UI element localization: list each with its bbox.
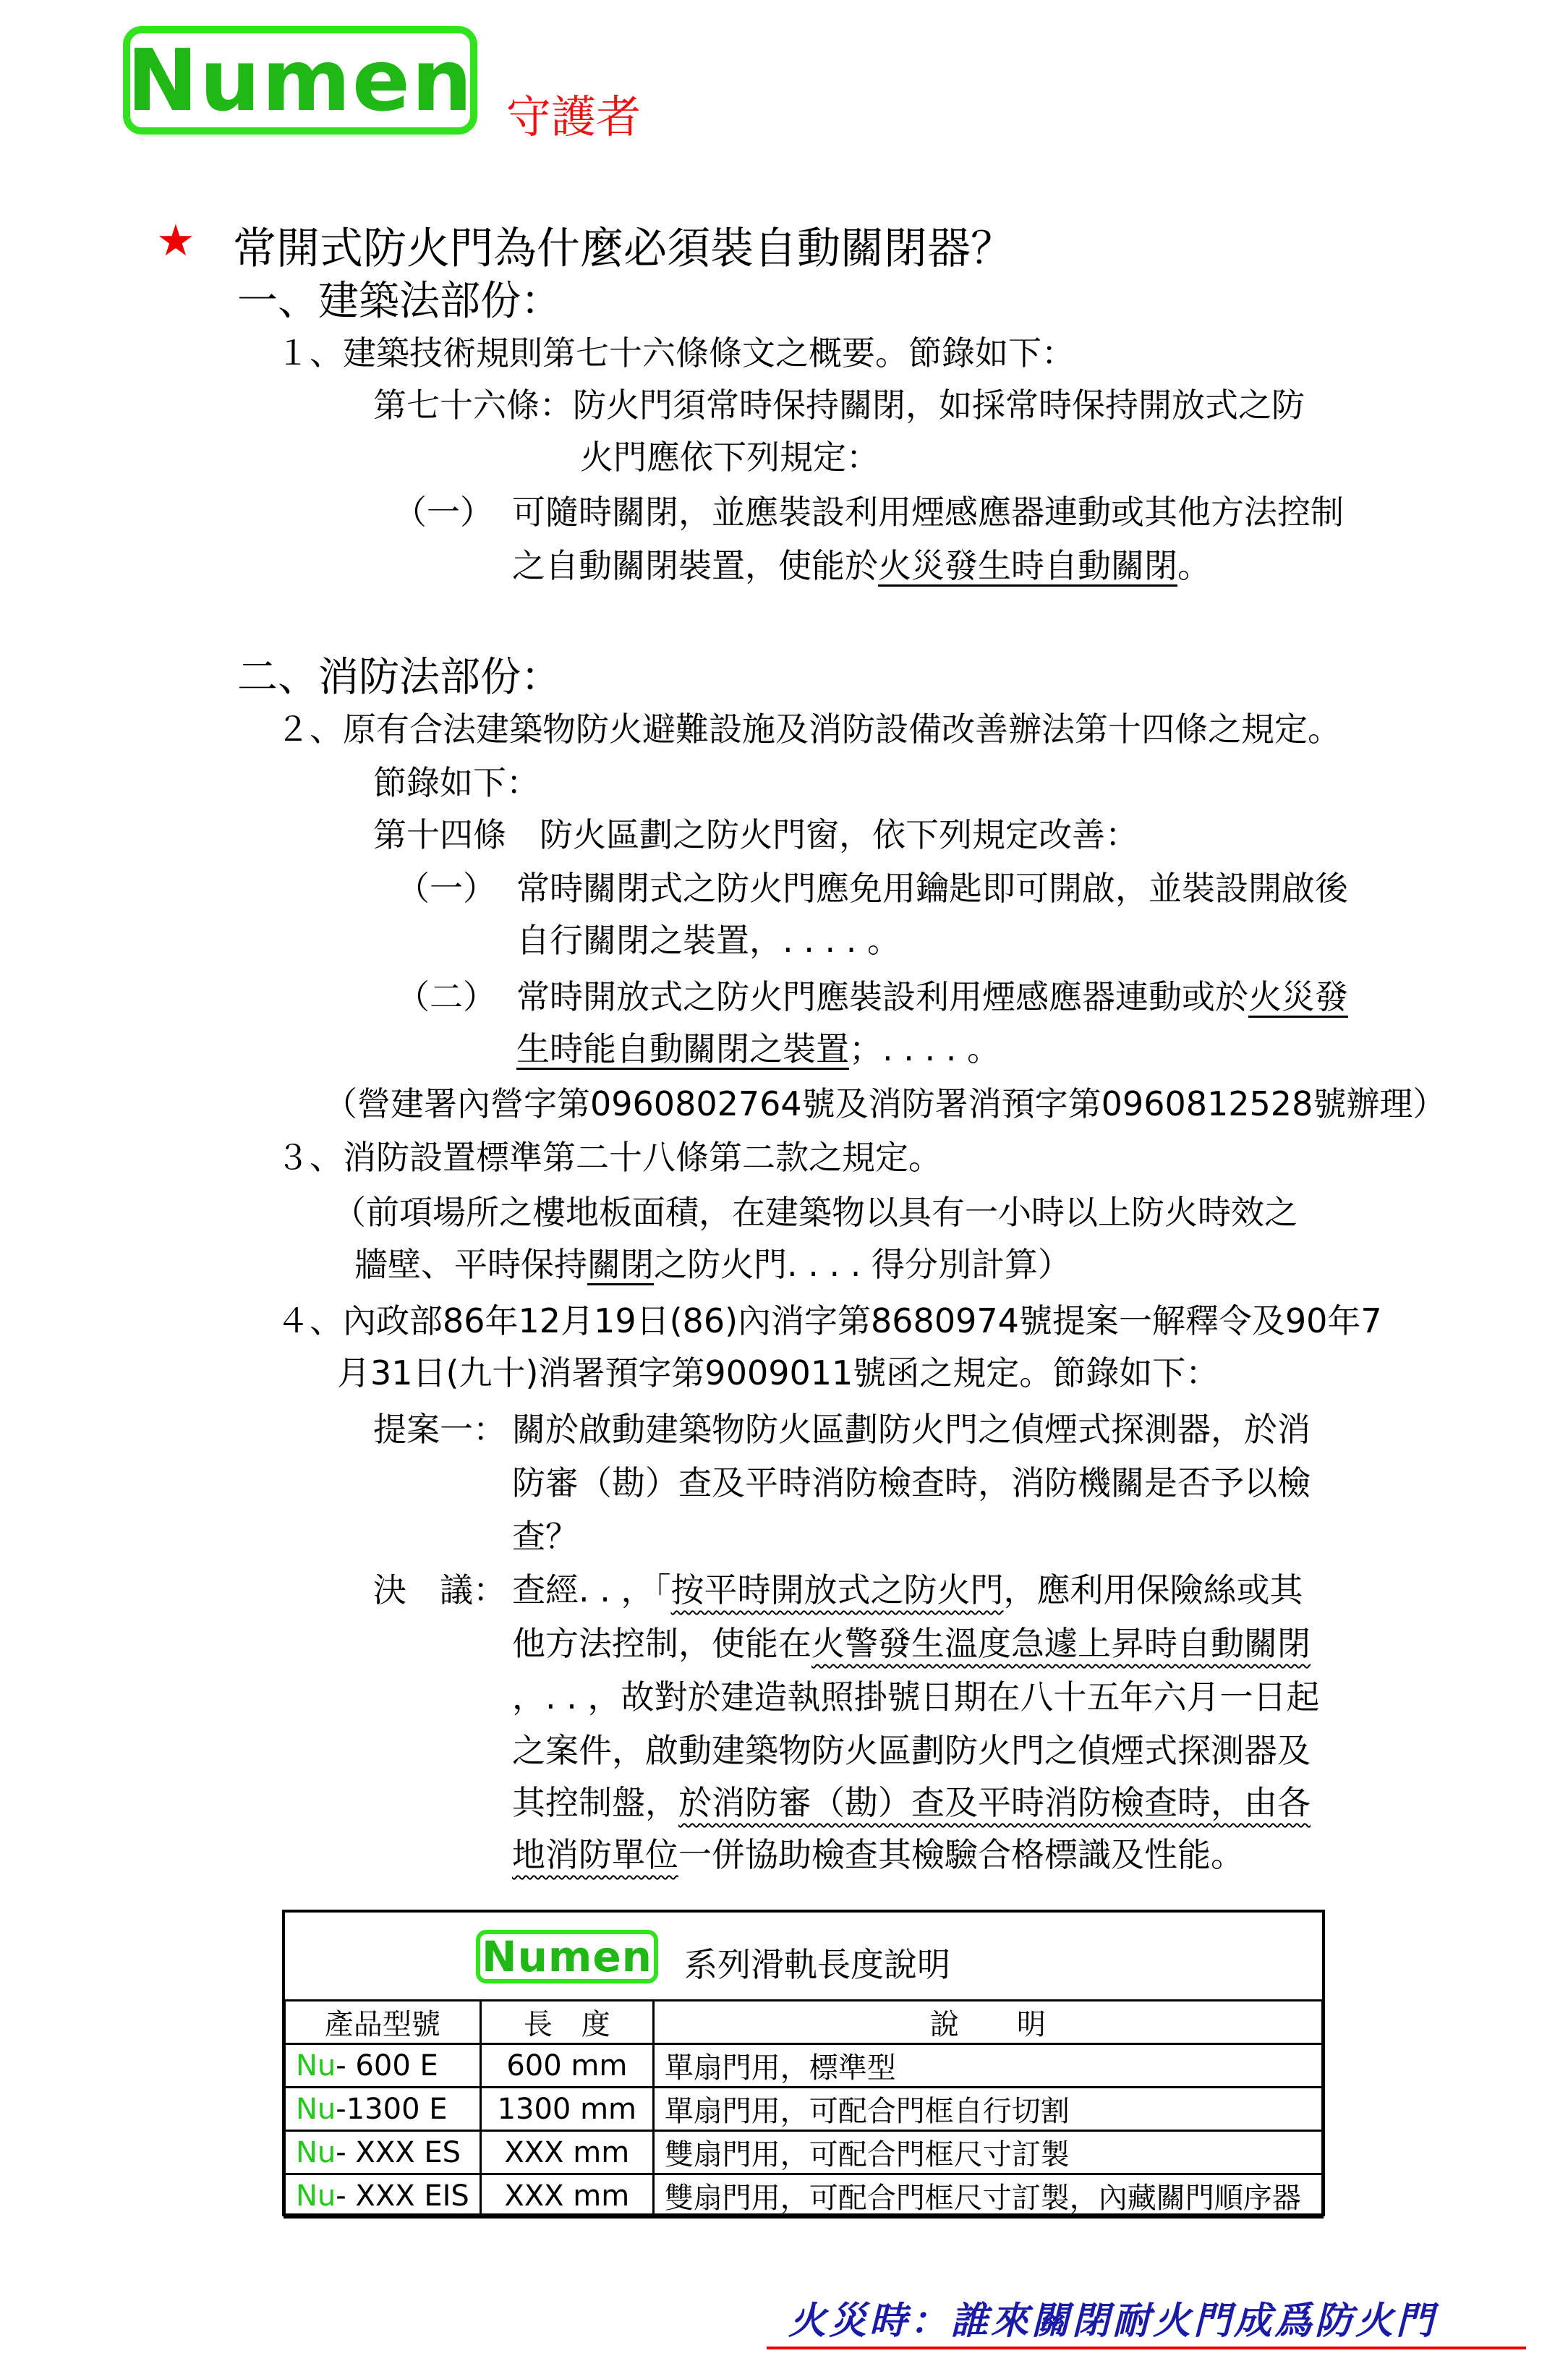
model-cell (285, 2044, 481, 2088)
resolution-label: 決 議： (373, 1570, 506, 1609)
c2-line1 (516, 971, 1348, 1023)
model-cell (285, 2174, 481, 2218)
article14: 第十四條 防火區劃之防火門窗，依下列規定改善： (373, 815, 1138, 854)
resolution-line1-post: ，應利用保險絲或其 (1003, 1570, 1303, 1609)
length-cell: 600 mm (480, 2044, 653, 2088)
length-cell: 1300 mm (480, 2088, 653, 2131)
clause1-line2-post: 。 (1177, 546, 1211, 585)
resolution-line5 (512, 1777, 1311, 1829)
description-cell: 單扇門用，可配合門框自行切割 (653, 2088, 1322, 2131)
proposal-line2: 防審（勘）查及平時消防檢查時，消防機關是否予以檢 (512, 1463, 1311, 1502)
footer-slogan: 火災時：誰來關閉耐火門成爲防火門 (788, 2300, 1437, 2343)
model-prefix: Nu (296, 2179, 336, 2213)
length-cell: XXX mm (480, 2131, 653, 2174)
resolution-line1-pre: 查經. . ，「 (512, 1570, 671, 1609)
item4-line2: 月31日(九十)消署預字第9009011號函之規定。節錄如下： (337, 1353, 1219, 1392)
c2-line1-pre: 常時開放式之防火門應裝設利用煙感應器連動或於 (516, 977, 1248, 1016)
section2-heading: 二、消防法部份： (237, 654, 561, 701)
resolution-line2-pre: 他方法控制，使能在 (512, 1624, 811, 1663)
star-icon: ★ (156, 216, 195, 266)
table-row (285, 2044, 1323, 2088)
clause1-mark: （一） (393, 493, 493, 532)
c2-line2-post: ；. . . . 。 (849, 1029, 1000, 1068)
c1-line1: 常時關閉式之防火門應免用鑰匙即可開啟，並裝設開啟後 (516, 869, 1348, 908)
spec-table (284, 1999, 1324, 2219)
resolution-line1 (512, 1564, 1303, 1616)
c1-line2: 自行關閉之裝置，. . . . 。 (516, 921, 900, 960)
model-suffix: - XXX ES (336, 2135, 461, 2169)
table-row (285, 2088, 1323, 2131)
model-prefix: Nu (296, 2135, 336, 2169)
clause1-line1: 可隨時關閉，並應裝設利用煙感應器連動或其他方法控制 (512, 493, 1344, 532)
resolution-line2-wavy: 火警發生溫度急遽上昇時自動關閉 (811, 1624, 1311, 1663)
c2-line2-underlined: 生時能自動關閉之裝置 (516, 1029, 849, 1068)
header-model: 產品型號 (285, 2001, 481, 2044)
model-prefix: Nu (296, 2092, 336, 2126)
resolution-line1-wavy: 按平時開放式之防火門 (670, 1570, 1004, 1609)
table-numen-logo (476, 1930, 658, 1983)
model-suffix: - 600 E (336, 2049, 438, 2083)
proposal-label: 提案一： (373, 1410, 506, 1449)
item3-line2-post: 之防火門. . . . 得分別計算） (654, 1245, 1071, 1284)
resolution-line4: 之案件，啟動建築物防火區劃防火門之偵煙式探測器及 (512, 1731, 1311, 1770)
model-suffix: -1300 E (336, 2092, 448, 2126)
proposal-line1: 關於啟動建築物防火區劃防火門之偵煙式探測器，於消 (512, 1410, 1311, 1449)
tagline: 守護者 (506, 90, 642, 143)
clause1-line2-pre: 之自動關閉裝置，使能於 (512, 546, 878, 585)
item1-text: １、建築技術規則第七十六條條文之概要。節錄如下： (276, 333, 1075, 373)
table-caption: 系列滑軌長度說明 (684, 1945, 950, 1984)
article76-line1: 第七十六條：防火門須常時保持關閉，如採常時保持開放式之防 (373, 386, 1305, 425)
item3-line1: （前項場所之樓地板面積，在建築物以具有一小時以上防火時效之 (333, 1193, 1298, 1232)
item3-line2-pre: 牆壁、平時保持 (354, 1245, 587, 1284)
resolution-line5-pre: 其控制盤， (512, 1783, 678, 1822)
table-row (285, 2174, 1323, 2218)
item2-sub: 節錄如下： (373, 763, 540, 802)
page-title: 常開式防火門為什麼必須裝自動關閉器？ (233, 224, 1014, 274)
model-suffix: - XXX EIS (336, 2179, 469, 2213)
resolution-line3: ，. . ，故對於建造執照掛號日期在八十五年六月一日起 (512, 1677, 1320, 1716)
clause1-line2 (512, 540, 1211, 592)
resolution-line5-wavy: 於消防審（勘）查及平時消防檢查時，由各 (678, 1783, 1311, 1822)
footer-rule (767, 2347, 1526, 2349)
resolution-line6 (512, 1829, 1244, 1881)
model-prefix: Nu (296, 2049, 336, 2083)
description-cell: 雙扇門用，可配合門框尺寸訂製，內藏關門順序器 (653, 2174, 1322, 2218)
item3-line2 (354, 1238, 1071, 1290)
item3-text: ３、消防設置標準第二十八條第二款之規定。 (276, 1138, 942, 1177)
logo-text: Numen (127, 30, 474, 130)
c1-mark: （一） (396, 869, 496, 908)
clause1-underlined: 火災發生時自動關閉 (878, 546, 1177, 585)
resolution-line2 (512, 1617, 1311, 1669)
c2-line1-underlined: 火災發 (1248, 977, 1348, 1016)
length-cell: XXX mm (480, 2174, 653, 2218)
proposal-line3: 查？ (512, 1517, 579, 1556)
item3-underlined: 關閉 (587, 1245, 654, 1284)
model-cell (285, 2088, 481, 2131)
resolution-line6-post: 一併協助檢查其檢驗合格標識及性能。 (678, 1835, 1244, 1874)
article76-line2: 火門應依下列規定： (580, 438, 879, 477)
c2-line2 (516, 1023, 1000, 1075)
item4-line1: ４、內政部86年12月19日(86)內消字第8680974號提案一解釋令及90年7 (276, 1301, 1382, 1340)
section1-heading: 一、建築法部份： (237, 278, 561, 325)
header-length: 長 度 (480, 2001, 653, 2044)
table-header-row (285, 2001, 1323, 2044)
resolution-line6-wavy: 地消防單位 (512, 1835, 678, 1874)
reference-line: （營建署內營字第0960802764號及消防署消預字第0960812528號辦理） (324, 1084, 1446, 1123)
header-description: 說 明 (653, 2001, 1322, 2044)
c2-mark: （二） (396, 977, 496, 1016)
numen-logo (123, 26, 477, 135)
description-cell: 單扇門用，標準型 (653, 2044, 1322, 2088)
description-cell: 雙扇門用，可配合門框尺寸訂製 (653, 2131, 1322, 2174)
item2-text: ２、原有合法建築物防火避難設施及消防設備改善辦法第十四條之規定。 (276, 710, 1341, 749)
model-cell (285, 2131, 481, 2174)
table-row (285, 2131, 1323, 2174)
table-logo-text: Numen (482, 1932, 652, 1981)
